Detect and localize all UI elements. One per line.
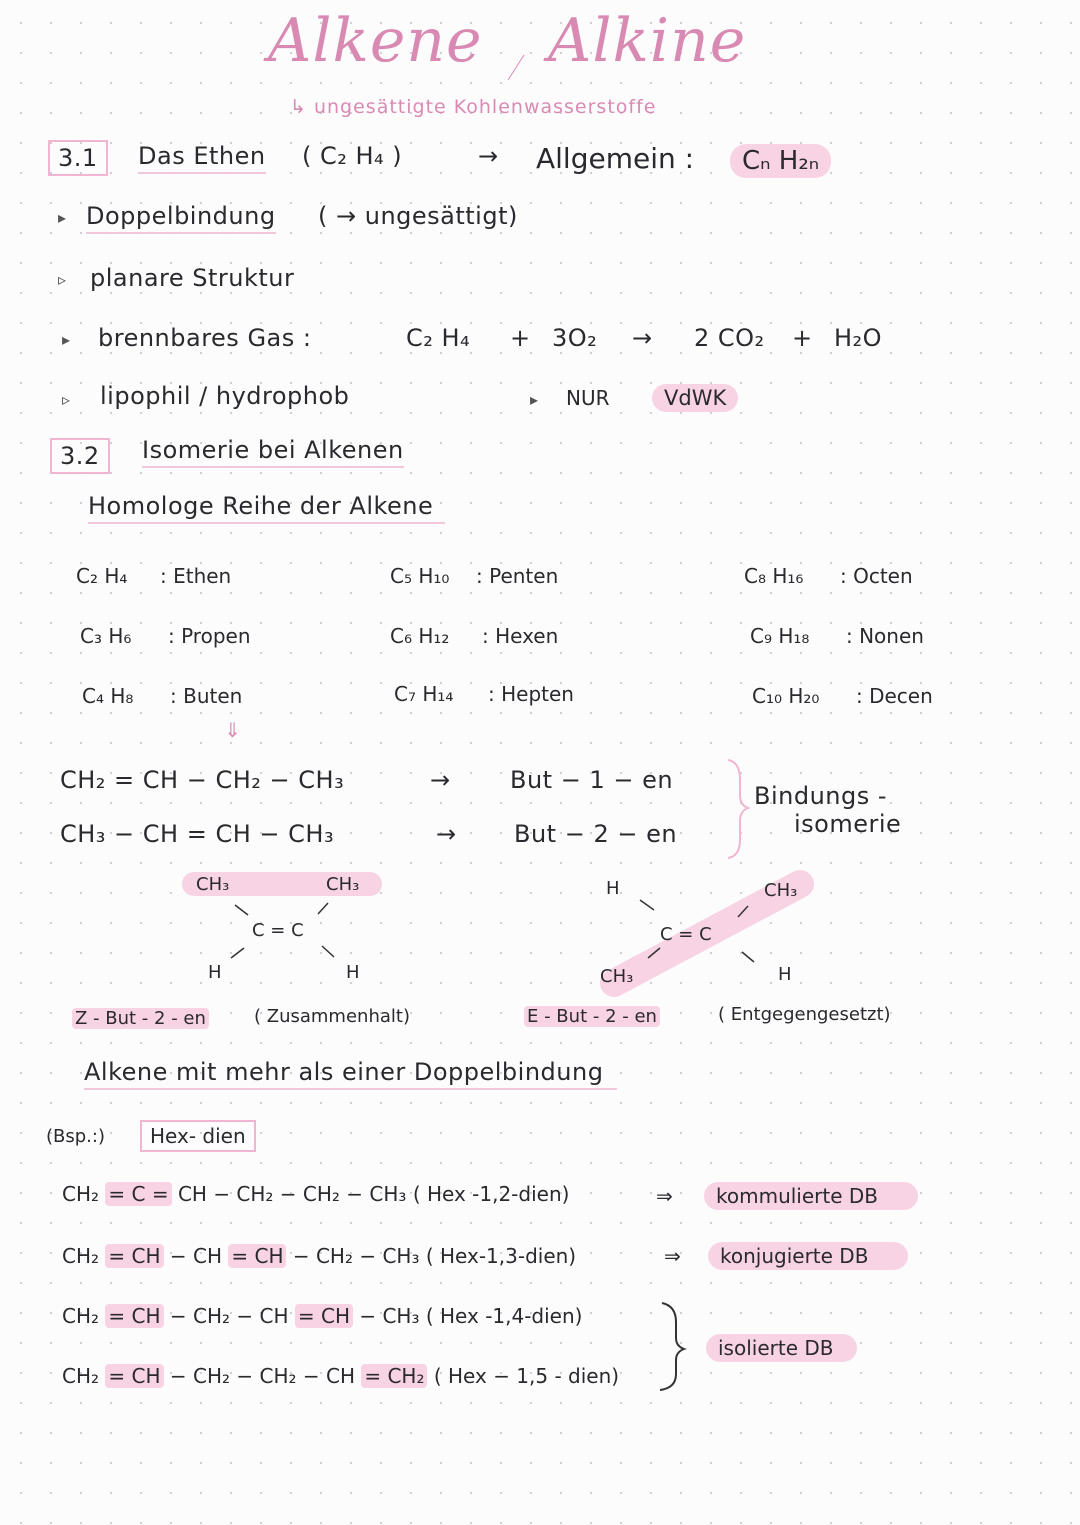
diene-double-bond: = CH — [105, 1364, 163, 1388]
diene-name: ( Hex -1,2-dien) — [412, 1182, 570, 1206]
diene-mid: − CH₂ − CH₂ − CH — [169, 1364, 355, 1388]
brace-bindungsisomerie — [728, 760, 748, 858]
z-h-right: H — [346, 962, 360, 983]
diene-double-bond: = CH — [228, 1244, 286, 1268]
title-alkine: Alkine — [548, 6, 747, 76]
series-formula: C₄ H₈ — [82, 684, 134, 708]
diene-mid: − CH₂ − CH — [169, 1304, 289, 1328]
note-nur: NUR — [566, 386, 610, 410]
reaction-plus1: + — [510, 324, 531, 352]
diene-row-isoliert-15 — [62, 1364, 619, 1388]
title-alkene: Alkene — [268, 6, 483, 76]
e-isomer-note: ( Entgegengesetzt) — [718, 1004, 891, 1025]
down-arrow-icon: ⇓ — [224, 718, 241, 742]
bond-z-topright — [318, 903, 328, 914]
series-name: : Octen — [840, 564, 913, 588]
diene-double-bond: = CH — [105, 1244, 163, 1268]
bond-z-topleft — [235, 905, 248, 915]
reaction-water: H₂O — [834, 324, 883, 352]
diene-pre: CH₂ — [62, 1182, 100, 1206]
bullet-planar: planare Struktur — [90, 264, 295, 292]
e-h-bottom: H — [778, 964, 792, 985]
type-kumuliert: kommulierte DB — [704, 1182, 918, 1210]
diene-name: ( Hex − 1,5 - dien) — [433, 1364, 620, 1388]
dienes-title: Alkene mit mehr als einer Doppelbindung — [84, 1058, 617, 1090]
section-title-ethen: Das Ethen — [138, 142, 266, 174]
title-slash — [508, 55, 524, 80]
bullet-icon: ▸ — [62, 330, 71, 349]
series-name: : Buten — [170, 684, 243, 708]
example-hexdien: Hex- dien — [140, 1120, 256, 1152]
subtitle: ↳ ungesättigte Kohlenwasserstoffe — [290, 96, 657, 118]
z-h-left: H — [208, 962, 222, 983]
series-formula: C₁₀ H₂₀ — [752, 684, 820, 708]
bullet-icon: ▸ — [58, 208, 67, 227]
e-isomer-name: E - But - 2 - en — [524, 1006, 660, 1027]
allgemein-label: Allgemein : — [536, 142, 695, 175]
diene-name: ( Hex -1,4-dien) — [425, 1304, 583, 1328]
diene-arrow: ⇒ — [664, 1244, 681, 1268]
series-formula: C₂ H₄ — [76, 564, 128, 588]
e-h-top: H — [606, 878, 620, 899]
but2-formula: CH₃ − CH = CH − CH₃ — [60, 820, 335, 848]
bond-e-bottomright — [742, 952, 754, 962]
diene-mid: CH − CH₂ − CH₂ − CH₃ — [177, 1182, 407, 1206]
note-arrow: ▸ — [530, 390, 539, 409]
example-label: (Bsp.:) — [46, 1126, 105, 1147]
z-isomer-note: ( Zusammenhalt) — [254, 1006, 410, 1027]
section-number-3-1: 3.1 — [48, 140, 108, 176]
diene-post: − CH₃ — [359, 1304, 420, 1328]
bullet-icon: ▹ — [62, 390, 71, 409]
diene-name: ( Hex-1,3-dien) — [425, 1244, 577, 1268]
z-double-bond: C = C — [252, 920, 304, 941]
series-name: : Ethen — [160, 564, 232, 588]
diene-post: − CH₂ − CH₃ — [292, 1244, 420, 1268]
diene-double-bond: = CH₂ — [361, 1364, 427, 1388]
brace-label-isomerie: isomerie — [794, 810, 902, 838]
series-formula: C₃ H₆ — [80, 624, 132, 648]
diene-double-bond: = C = — [105, 1182, 171, 1206]
diene-arrow: ⇒ — [656, 1184, 673, 1208]
diene-pre: CH₂ — [62, 1304, 100, 1328]
series-name: : Decen — [856, 684, 933, 708]
bullet-brennbar: brennbares Gas : — [98, 324, 312, 352]
but2-name: But − 2 − en — [514, 820, 678, 848]
reaction-plus2: + — [792, 324, 813, 352]
series-formula: C₅ H₁₀ — [390, 564, 450, 588]
note-ungesaettigt: ( → ungesättigt) — [318, 202, 518, 230]
series-name: : Hepten — [488, 682, 574, 706]
note-vdwk: VdWK — [652, 384, 738, 412]
reaction-oxygen: 3O₂ — [552, 324, 598, 352]
type-isoliert: isolierte DB — [706, 1334, 857, 1362]
type-konjugiert: konjugierte DB — [708, 1242, 908, 1270]
diene-mid: − CH — [169, 1244, 222, 1268]
brace-isolierte — [660, 1303, 684, 1390]
diene-double-bond: = CH — [295, 1304, 353, 1328]
brace-label-bindungs: Bindungs - — [754, 782, 888, 810]
bullet-lipophil: lipophil / hydrophob — [100, 382, 350, 410]
ethen-formula: ( C₂ H₄ ) — [302, 142, 403, 170]
homolog-title: Homologe Reihe der Alkene — [88, 492, 445, 524]
diene-pre: CH₂ — [62, 1364, 100, 1388]
series-name: : Penten — [476, 564, 559, 588]
z-ch3-right: CH₃ — [326, 874, 360, 895]
diene-row-kumuliert — [62, 1182, 569, 1206]
diene-double-bond: = CH — [105, 1304, 163, 1328]
series-name: : Nonen — [846, 624, 924, 648]
reaction-co2: 2 CO₂ — [694, 324, 765, 352]
arrow-allgemein: → — [478, 142, 499, 170]
general-formula: Cₙ H₂ₙ — [730, 144, 831, 178]
bullet-doppelbindung: Doppelbindung — [86, 202, 276, 234]
but1-name: But − 1 − en — [510, 766, 674, 794]
bond-z-bottomright — [322, 946, 334, 957]
bullet-icon: ▹ — [58, 270, 67, 289]
e-ch3-bottom: CH₃ — [600, 966, 634, 987]
reaction-arrow: → — [632, 324, 653, 352]
but2-arrow: → — [436, 820, 457, 848]
diene-row-konjugiert — [62, 1244, 576, 1268]
but1-arrow: → — [430, 766, 451, 794]
series-formula: C₉ H₁₈ — [750, 624, 810, 648]
bond-e-topleft — [640, 900, 654, 910]
diene-pre: CH₂ — [62, 1244, 100, 1268]
series-name: : Hexen — [482, 624, 559, 648]
e-double-bond: C = C — [660, 924, 712, 945]
reaction-ethen: C₂ H₄ — [406, 324, 471, 352]
but1-formula: CH₂ = CH − CH₂ − CH₃ — [60, 766, 345, 794]
bond-z-bottomleft — [231, 948, 244, 958]
z-ch3-left: CH₃ — [196, 874, 230, 895]
section-title-isomerie: Isomerie bei Alkenen — [142, 436, 404, 468]
series-formula: C₇ H₁₄ — [394, 682, 454, 706]
diene-row-isoliert-14 — [62, 1304, 582, 1328]
e-ch3-top: CH₃ — [764, 880, 798, 901]
series-formula: C₆ H₁₂ — [390, 624, 450, 648]
z-isomer-name: Z - But - 2 - en — [72, 1008, 209, 1029]
series-formula: C₈ H₁₆ — [744, 564, 804, 588]
series-name: : Propen — [168, 624, 251, 648]
section-number-3-2: 3.2 — [50, 438, 110, 474]
